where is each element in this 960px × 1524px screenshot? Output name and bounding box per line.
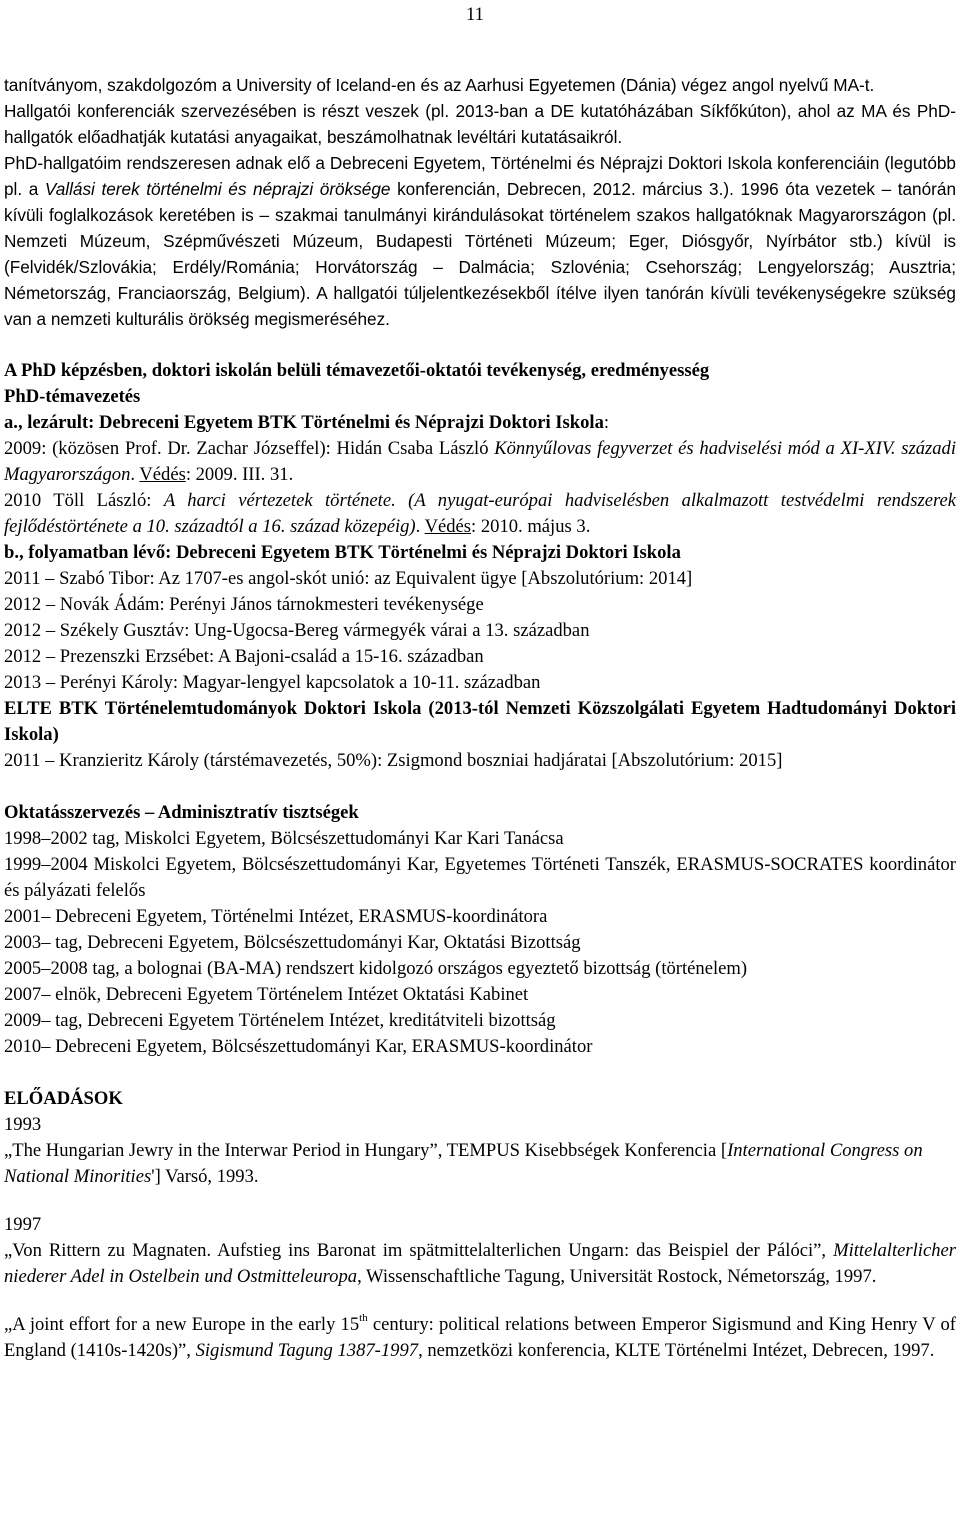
lecture-text: „The Hungarian Jewry in the Interwar Period in Hungary”, TEMPUS Kisebbségek Konferencia [ (4, 1140, 728, 1161)
intro-phd-text-end: konferencián, Debrecen, 2012. március 3.). (390, 179, 734, 199)
lecture-text-end: '] Varsó, 1993. (151, 1166, 259, 1187)
phd-subheading: PhD-témavezetés (4, 386, 141, 407)
entry-dot: . (415, 516, 425, 537)
lecture-year: 1993 (4, 1114, 42, 1135)
phd-a-colon: : (603, 412, 610, 433)
list-item: 2012 – Novák Ádám: Perényi János tárnokmesteri tevékenysége (4, 594, 484, 615)
lectures-heading: ELŐADÁSOK (4, 1088, 123, 1109)
defense-label: Védés (424, 516, 472, 537)
lecture-text: „A joint effort for a new Europe in the early 15 (4, 1314, 360, 1335)
intro-line: tanítványom, szakdolgozóm a University of Iceland-en és az Aarhusi Egyetemen (Dánia) végez angol nyelvű MA-t. (4, 75, 875, 95)
list-item: 2001– Debreceni Egyetem, Történelmi Intézet, ERASMUS-koordinátora (4, 906, 548, 927)
list-item: 2010– Debreceni Egyetem, Bölcsészettudományi Kar, ERASMUS-koordinátor (4, 1036, 593, 1057)
entry-text: 2009: (közösen Prof. Dr. Zachar Józseffel): Hidán Csaba László (4, 438, 495, 459)
intro-excursions-text: 1996 óta vezetek – tanórán kívüli foglalkozások keretében is – szakmai tanulmányi kirándulásokat történelem szakos hallgatóknak Magyarországon (pl. Nemzeti Múzeum, Szépművészeti Múzeum, Budapesti Történeti Múzeum; Eger, Diósgyőr, Nyírbátor stb.) kívül is (Felvidék/Szlovákia; Erdély/Románia; Horvátország – Dalmácia; Szlovénia; Csehország; Lengyelország; Ausztria; Németország, Franciaország, Belgium). A hallgatói túljelentkezésekből ítélve ilyen tanórán kívüli tevékenységekre szükség van a nemzeti kulturális örökség megismeréséhez. (4, 179, 956, 329)
list-item: 2012 – Prezenszki Erzsébet: A Bajoni-család a 15-16. században (4, 646, 484, 667)
entry-title: A harci vértezetek története. (A nyugat-európai hadviselésben alkalmazott testvédelmi rendszerek fejlődéstörténete a 10. századtól a 16. század közepéig) (4, 490, 957, 537)
phd-a-label-line (4, 410, 956, 436)
list-item: 1999–2004 Miskolci Egyetem, Bölcsészettudományi Kar, Egyetemes Történeti Tanszék, ERASMUS-SOCRATES koordinátor és pályázati felelős (4, 854, 956, 901)
lecture-1997-rostock (4, 1238, 956, 1290)
admin-section-heading: Oktatásszervezés – Adminisztratív tisztségek (4, 802, 359, 823)
page-number: 11 (466, 4, 484, 25)
defense-date: : 2009. III. 31. (185, 464, 294, 485)
lecture-1997-debrecen (4, 1312, 956, 1364)
intro-paragraph-conferences: Hallgatói konferenciák szervezésében is részt veszek (pl. 2013-ban a DE kutatóházában Síkfőkúton), ahol az MA és PhD-hallgatók előadhatják kutatási anyagaikat, beszámolhatnak levéltári kutatásaikról. (4, 101, 956, 147)
lecture-text-end: , Wissenschaftliche Tagung, Universität Rostock, Németország, 1997. (357, 1266, 877, 1287)
spacer (4, 1190, 956, 1212)
intro-phd-conference-title: Vallási terek történelmi és néprajzi öröksége (44, 179, 391, 199)
elte-item: 2011 – Kranzieritz Károly (társtémavezetés, 50%): Zsigmond boszniai hadjáratai [Abszolutórium: 2015] (4, 750, 783, 771)
superscript: th (359, 1311, 368, 1324)
lecture-text: „Von Rittern zu Magnaten. Aufstieg ins Baronat im spätmittelalterlichen Ungarn: das Beispiel der Pálóci”, (4, 1240, 834, 1261)
list-item: 2011 – Szabó Tibor: Az 1707-es angol-skót unió: az Equivalent ügye [Abszolutórium: 2014] (4, 568, 693, 589)
lecture-text-mid: century: political relations between Emperor Sigismund and King Henry V of England (1410s-1420s)”, (4, 1314, 956, 1361)
entry-text: 2010 Töll László: (4, 490, 164, 511)
intro-phd-text: PhD-hallgatóim rendszeresen adnak elő a Debreceni Egyetem, Történelmi és Néprajzi Doktori Iskola konferenciáin (legutóbb pl. a (4, 153, 956, 199)
lecture-text-end: , nemzetközi konferencia, KLTE Történelmi Intézet, Debrecen, 1997. (418, 1340, 935, 1361)
list-item: 2012 – Székely Gusztáv: Ung-Ugocsa-Bereg vármegyék várai a 13. században (4, 620, 590, 641)
entry-dot: . (130, 464, 140, 485)
defense-date: : 2010. május 3. (471, 516, 591, 537)
phd-a-label: a., lezárult: Debreceni Egyetem BTK Történelmi és Néprajzi Doktori Iskola (4, 412, 604, 433)
list-item: 2003– tag, Debreceni Egyetem, Bölcsészettudományi Kar, Oktatási Bizottság (4, 932, 581, 953)
lecture-year: 1997 (4, 1214, 42, 1235)
list-item: 2007– elnök, Debreceni Egyetem Történelem Intézet Oktatási Kabinet (4, 984, 529, 1005)
list-item: 2013 – Perényi Károly: Magyar-lengyel kapcsolatok a 10-11. században (4, 672, 541, 693)
spacer (4, 332, 956, 358)
phd-entry-2010 (4, 488, 956, 540)
list-item: 1998–2002 tag, Miskolci Egyetem, Bölcsészettudományi Kar Kari Tanácsa (4, 828, 564, 849)
list-item: 2005–2008 tag, a bolognai (BA-MA) rendszert kidolgozó országos egyeztető bizottság (történelem) (4, 958, 748, 979)
page-content (4, 72, 956, 1364)
elte-heading: ELTE BTK Történelemtudományok Doktori Iskola (2013-tól Nemzeti Közszolgálati Egyetem Hadtudományi Doktori Iskola) (4, 698, 956, 745)
phd-section-heading: A PhD képzésben, doktori iskolán belüli témavezetői-oktatói tevékenység, eredményesség (4, 360, 710, 381)
lecture-conference-title: Sigismund Tagung 1387-1997 (195, 1340, 419, 1361)
spacer (4, 1060, 956, 1086)
phd-b-label: b., folyamatban lévő: Debreceni Egyetem BTK Történelmi és Néprajzi Doktori Iskola (4, 542, 681, 563)
list-item: 2009– tag, Debreceni Egyetem Történelem Intézet, kreditátviteli bizottság (4, 1010, 556, 1031)
lecture-conference-title: Mittelalterlicher niederer Adel in Ostelbein und Ostmitteleuropa (4, 1240, 956, 1287)
entry-title: Könnyűlovas fegyverzet és hadviselési mód a XI-XIV. századi Magyarországon (4, 438, 956, 485)
lecture-congress-title: International Congress on National Minorities (4, 1140, 923, 1187)
intro-paragraph-phd (4, 150, 956, 332)
lecture-1993 (4, 1138, 956, 1190)
defense-label: Védés (139, 464, 186, 485)
spacer (4, 774, 956, 800)
spacer (4, 1290, 956, 1312)
phd-entry-2009 (4, 436, 956, 488)
